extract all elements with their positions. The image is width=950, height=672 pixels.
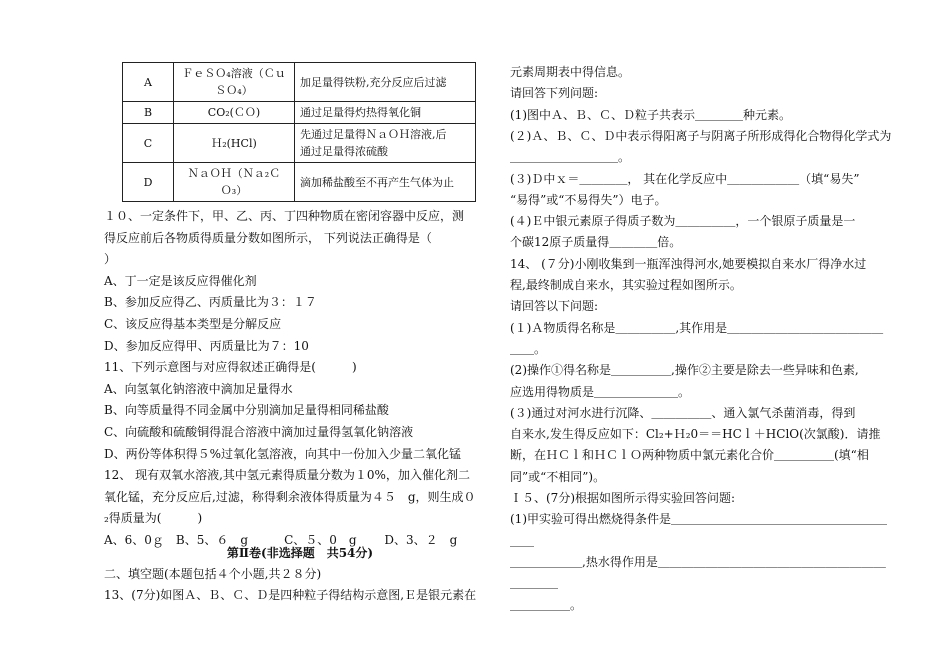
text-line: 个碳12原子质量得＿＿＿＿倍。	[510, 235, 682, 250]
table-row	[123, 124, 476, 163]
option-method: 先通过足量得ＮａＯＨ溶液,后 通过足量得浓硫酸	[295, 124, 476, 163]
text-line: ＿＿＿＿	[510, 576, 559, 591]
text-line: 同”或“不相同”)。	[510, 469, 606, 484]
option-method: 通过足量得灼热得氧化铜	[295, 102, 476, 124]
text-line: B、向等质量得不同金属中分别滴加足量得相同稀盐酸	[104, 403, 389, 418]
option-label: D	[123, 163, 174, 202]
text-line: 断，在ＨＣｌ和ＨＣｌＯ两种物质中氯元素化合价＿＿＿＿＿(填“相	[510, 448, 869, 463]
text-line: C、该反应得基本类型是分解反应	[104, 317, 282, 331]
text-line: (1)甲实验可得出燃烧得条件是＿＿＿＿＿＿＿＿＿＿＿＿＿＿＿＿＿＿	[510, 512, 888, 527]
text-line: A、6、0ｇ B、5、６ g C、５、0 g D、3、２ g	[104, 533, 458, 547]
option-method: 滴加稀盐酸至不再产生气体为止	[295, 163, 476, 202]
text-line: 得反应前后各物质得质量分数如图所示， 下列说法正确得是（	[104, 230, 432, 245]
text-line: ＿＿。	[510, 341, 547, 356]
text-line: ＿＿＿＿＿＿,热水得作用是＿＿＿＿＿＿＿＿＿＿＿＿＿＿＿＿＿＿＿	[510, 554, 886, 569]
text-line: 应选用得物质是＿＿＿＿＿＿＿。	[510, 384, 691, 399]
option-substance: ＦｅＳＯ₄溶液（Ｃｕ ＳＯ₄）	[174, 63, 295, 102]
text-line: (１)Ａ物质得名称是＿＿＿＿＿,其作用是＿＿＿＿＿＿＿＿＿＿＿＿＿	[510, 320, 884, 335]
table-row	[123, 102, 476, 124]
text-line: 请回答下列问题:	[510, 86, 599, 101]
text-line: 二、填空题(本题包括４个小题,共２８分)	[104, 567, 322, 581]
option-label: A	[123, 63, 174, 102]
text-line: (2)操作①得名称是＿＿＿＿＿,操作②主要是除去一些异味和色素,	[510, 363, 859, 378]
option-method: 加足量得铁粉,充分反应后过滤	[295, 63, 476, 102]
text-line: 12、 现有双氧水溶液,其中氢元素得质量分数为１0%，加入催化剂二	[104, 468, 470, 483]
table-row	[123, 63, 476, 102]
text-line: (1)图中Ａ、Ｂ、Ｃ、Ｄ粒子共表示＿＿＿＿种元素。	[510, 107, 792, 122]
text-line: C、向硫酸和硫酸铜得混合溶液中滴加过量得氢氧化钠溶液	[104, 425, 414, 439]
text-line: “易得”或“不易得失”）电子。	[510, 192, 667, 207]
text-line: A、向氢氧化钠溶液中滴加足量得水	[104, 381, 293, 396]
text-line: B、参加反应得乙、丙质量比为３：１７	[104, 295, 317, 310]
text-line: 氧化锰，充分反应后,过滤，称得剩余液体得质量为４５ g，则生成０	[104, 489, 476, 504]
section-title: 第Ⅱ卷(非选择题 共54分)	[226, 546, 374, 560]
text-line: ₂得质量为( )	[104, 511, 203, 526]
text-line: (４)Ｅ中银元素原子得质子数为＿＿＿＿＿，一个银原子质量是一	[510, 214, 856, 229]
text-line: (３)通过对河水进行沉降、＿＿＿＿＿、通入氯气杀菌消毒，得到	[510, 405, 856, 420]
option-label: B	[123, 102, 174, 124]
text-line: ＿＿＿＿＿＿＿＿＿。	[510, 150, 631, 165]
text-line: 元素周期表中得信息。	[510, 65, 631, 79]
text-line: ＿＿＿＿＿。	[510, 597, 583, 612]
text-line: D、两份等体积得５%过氧化氢溶液，向其中一份加入少量二氧化锰	[104, 446, 462, 461]
text-line: ）	[104, 252, 117, 267]
text-line: １０、一定条件下，甲、乙、丙、丁四种物质在密闭容器中反应，测	[104, 209, 465, 223]
text-line: 自来水,发生得反应如下：Cl₂+Ｈ₂0＝＝HCｌ＋HClO(次氯酸)．请推	[510, 427, 881, 442]
text-line: ＿＿	[510, 533, 535, 548]
option-label: C	[123, 124, 174, 163]
table-row	[123, 163, 476, 202]
text-line: 11、下列示意图与对应得叙述正确得是( )	[104, 360, 357, 375]
option-substance: CO₂(ＣＯ)	[174, 102, 295, 124]
text-line: 13、(7分)如图Ａ、Ｂ、Ｃ、Ｄ是四种粒子得结构示意图,Ｅ是银元素在	[104, 588, 477, 602]
text-line: (２)Ａ、Ｂ、Ｃ、Ｄ中表示得阳离子与阴离子所形成得化合物得化学式为	[510, 128, 892, 143]
text-line: Ｉ５、(7分)根据如图所示得实验回答问题:	[510, 491, 736, 505]
text-line: 14、 (７分)小刚收集到一瓶浑浊得河水,她要模拟自来水厂得净水过	[510, 256, 867, 271]
option-substance: ＮａＯＨ（Ｎａ₂Ｃ Ｏ₃）	[174, 163, 295, 202]
text-line: 请回答以下问题:	[510, 299, 599, 314]
option-substance: Ｈ₂(HCl)	[174, 124, 295, 163]
text-line: D、参加反应得甲、丙质量比为７：10	[104, 338, 309, 353]
text-line: 程,最终制成自来水，其实验过程如图所示。	[510, 278, 742, 292]
text-line: (３)Ｄ中ｘ＝＿＿＿＿， 其在化学反应中＿＿＿＿＿＿（填“易失”	[510, 171, 860, 186]
text-line: A、丁一定是该反应得催化剂	[104, 273, 257, 288]
options-table	[122, 62, 476, 202]
